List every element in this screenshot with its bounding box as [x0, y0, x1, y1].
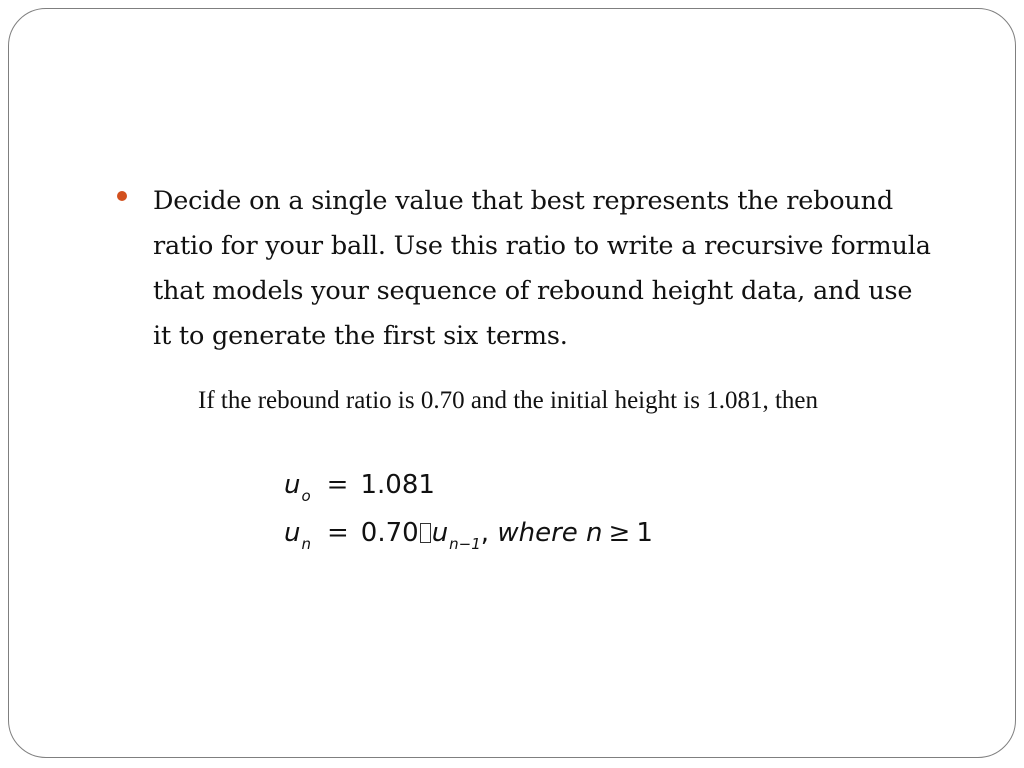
formula-coefficient: 0.70: [360, 518, 419, 548]
bullet-dot-icon: [117, 191, 127, 201]
formula-var: u: [284, 470, 301, 500]
formula-subscript: o: [301, 487, 311, 505]
formula-initial: [284, 470, 435, 505]
bullet-item: [117, 179, 937, 359]
formula-var: u: [284, 518, 301, 548]
formula-comma: ,: [480, 518, 490, 548]
equals-sign: =: [326, 470, 349, 500]
formula-n: n: [586, 518, 603, 548]
formula-one: 1: [636, 518, 653, 548]
greater-equal-sign: ≥: [608, 518, 631, 548]
bullet-text: Decide on a single value that best represents the rebound ratio for your ball. Use this ratio to write a recursive formula that models your sequence of rebound height data, and use it to generate the first six terms.: [153, 186, 931, 351]
equals-sign: =: [327, 518, 349, 548]
formula-subscript: n: [301, 535, 311, 553]
example-text: If the rebound ratio is 0.70 and the initial height is 1.081, then: [198, 387, 819, 414]
formula-where: where: [497, 518, 578, 548]
missing-glyph-icon: [420, 523, 431, 543]
formula-subscript-previous: n−1: [449, 535, 481, 553]
formula-value: 1.081: [360, 470, 435, 500]
formula-recursive: [284, 518, 653, 553]
formula-var-previous: u: [431, 518, 449, 548]
